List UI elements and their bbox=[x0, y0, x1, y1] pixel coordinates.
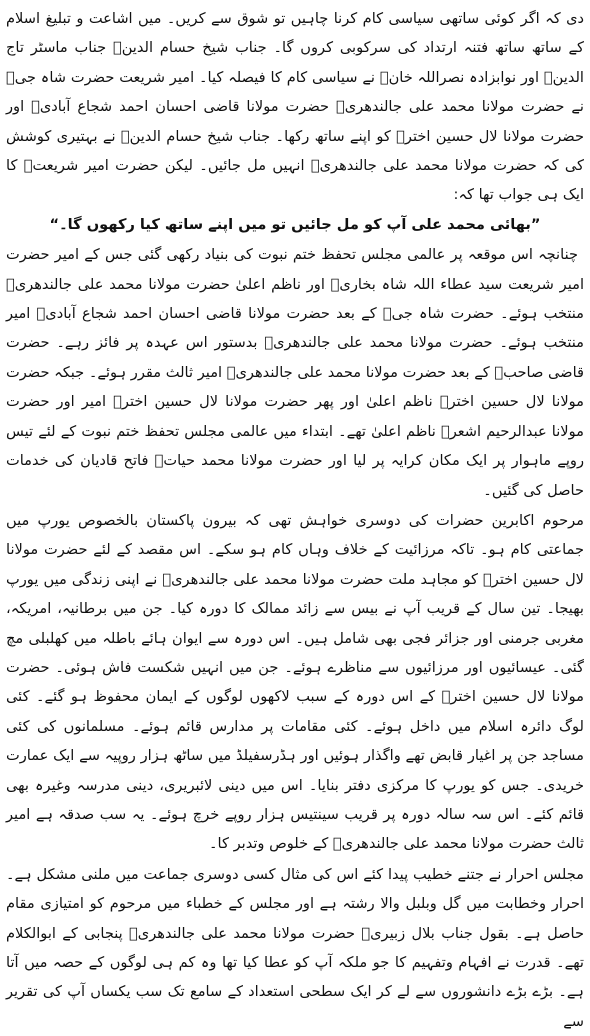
block-quote: ”بھائی محمد علی آپ کو مل جائیں تو میں اپنے ساتھ کیا رکھوں گا۔“ bbox=[49, 215, 541, 233]
paragraph-3: مرحوم اکابرین حضرات کی دوسری خواہش تھی کہ بیرون پاکستان بالخصوص یورپ میں جماعتی کام ہو۔ تاکہ مرزائیت کے خلاف وہاں کام ہو سکے۔ اس مقصد کے لئے حضرت مولانا لال حسین اخترؒ کو مجاہد ملت حضرت مولانا محمد علی جالندھریؒ نے اپنی زندگی میں یورپ بھیجا۔ تین سال کے قریب آپ نے بیس سے زائد ممالک کا دورہ کیا۔ جن میں برطانیہ، امریکہ، مغربی جرمنی اور جزائر فجی بھی شامل ہیں۔ اس دورہ سے ایوان ہائے باطلہ میں کھلبلی مچ گئی۔ عیسائیوں اور مرزائیوں سے مناظرے ہوئے۔ جن میں انہیں شکست فاش ہوئی۔ حضرت مولانا لال حسین اخترؒ کے اس دورہ کے سبب لاکھوں لوگوں کے ایمان محفوظ ہو گئے۔ کئی لوگ دائرہ اسلام میں داخل ہوئے۔ کئی مقامات پر مدارس قائم ہوئے۔ مسلمانوں کی کئی مساجد جن پر اغیار قابض تھے واگذار ہوئیں اور ہڈرسفیلڈ میں ساٹھ ہزار روپیہ سے ایک عمارت خریدی۔ جس کو یورپ کا مرکزی دفتر بنایا۔ اس میں دینی لائبریری، دینی مدرسہ وغیرہ بھی قائم کئے۔ اس سہ سالہ دورہ پر قریب سینتیس ہزار روپے خرچ ہوئے۔ یہ سب صدقہ ہے امیر ثالث حضرت مولانا محمد علی جالندھریؒ کے خلوص وتدبر کا۔ bbox=[6, 511, 584, 853]
paragraph-2: چنانچہ اس موقعہ پر عالمی مجلس تحفظ ختم نبوت کی بنیاد رکھی گئی جس کے امیر حضرت امیر شریعت سید عطاء اللہ شاہ بخاریؒ اور ناظم اعلیٰ حضرت مولانا محمد علی جالندھریؒ منتخب ہوئے۔ حضرت شاہ جیؒ کے بعد حضرت مولانا قاضی احسان احمد شجاع آبادیؒ امیر منتخب ہوئے۔ حضرت مولانا محمد علی جالندھریؒ بدستور اس عہدہ پر فائز رہے۔ حضرت قاضی صاحبؒ کے بعد حضرت مولانا محمد علی جالندھریؒ امیر ثالث مقرر ہوئے۔ جبکہ حضرت مولانا لال حسین اخترؒ ناظم اعلیٰ اور پھر حضرت مولانا لال حسین اخترؒ امیر اور حضرت مولانا عبدالرحیم اشعرؒ ناظم اعلیٰ تھے۔ ابتداء میں عالمی مجلس تحفظ ختم نبوت کے لئے تیس روپے ماہوار پر ایک مکان کرایہ پر لیا اور حضرت مولانا محمد حیاتؒ فاتح قادیان کی خدمات حاصل کی گئیں۔ bbox=[6, 246, 584, 499]
paragraph-1: دی کہ اگر کوئی ساتھی سیاسی کام کرنا چاہیں تو شوق سے کریں۔ میں اشاعت و تبلیغ اسلام کے ساتھ ساتھ فتنہ ارتداد کی سرکوبی کروں گا۔ جناب شیخ حسام الدینؒ جناب ماسٹر تاج الدینؒ اور نوابزادہ نصراللہ خانؒ نے سیاسی کام کا فیصلہ کیا۔ امیر شریعت حضرت شاہ جیؒ نے حضرت مولانا محمد علی جالندھریؒ حضرت مولانا قاضی احسان احمد شجاع آبادیؒ اور حضرت مولانا لال حسین اخترؒ کو اپنے ساتھ رکھا۔ جناب شیخ حسام الدینؒ نے بہتیری کوشش کی کہ حضرت مولانا محمد علی جالندھریؒ انہیں مل جائیں۔ لیکن حضرت امیر شریعتؒ کا ایک ہی جواب تھا کہ: bbox=[6, 10, 584, 204]
paragraph-4: مجلس احرار نے جتنے خطیب پیدا کئے اس کی مثال کسی دوسری جماعت میں ملنی مشکل ہے۔ احرار وخطابت میں گل وبلبل والا رشتہ ہے اور مجلس کے خطباء میں مرحوم کو امتیازی مقام حاصل ہے۔ بقول جناب بلال زبیریؒ حضرت مولانا محمد علی جالندھریؒ پنجابی کے ابوالکلام تھے۔ قدرت نے افہام وتفہیم کا جو ملکہ آپ کو عطا کیا تھا وہ کم ہی لوگوں کے حصہ میں آتا ہے۔ بڑے بڑے دانشوروں سے لے کر ایک سطحی استعداد کے سامع تک سب یکساں آپ کی تقریر سے bbox=[6, 865, 584, 1030]
